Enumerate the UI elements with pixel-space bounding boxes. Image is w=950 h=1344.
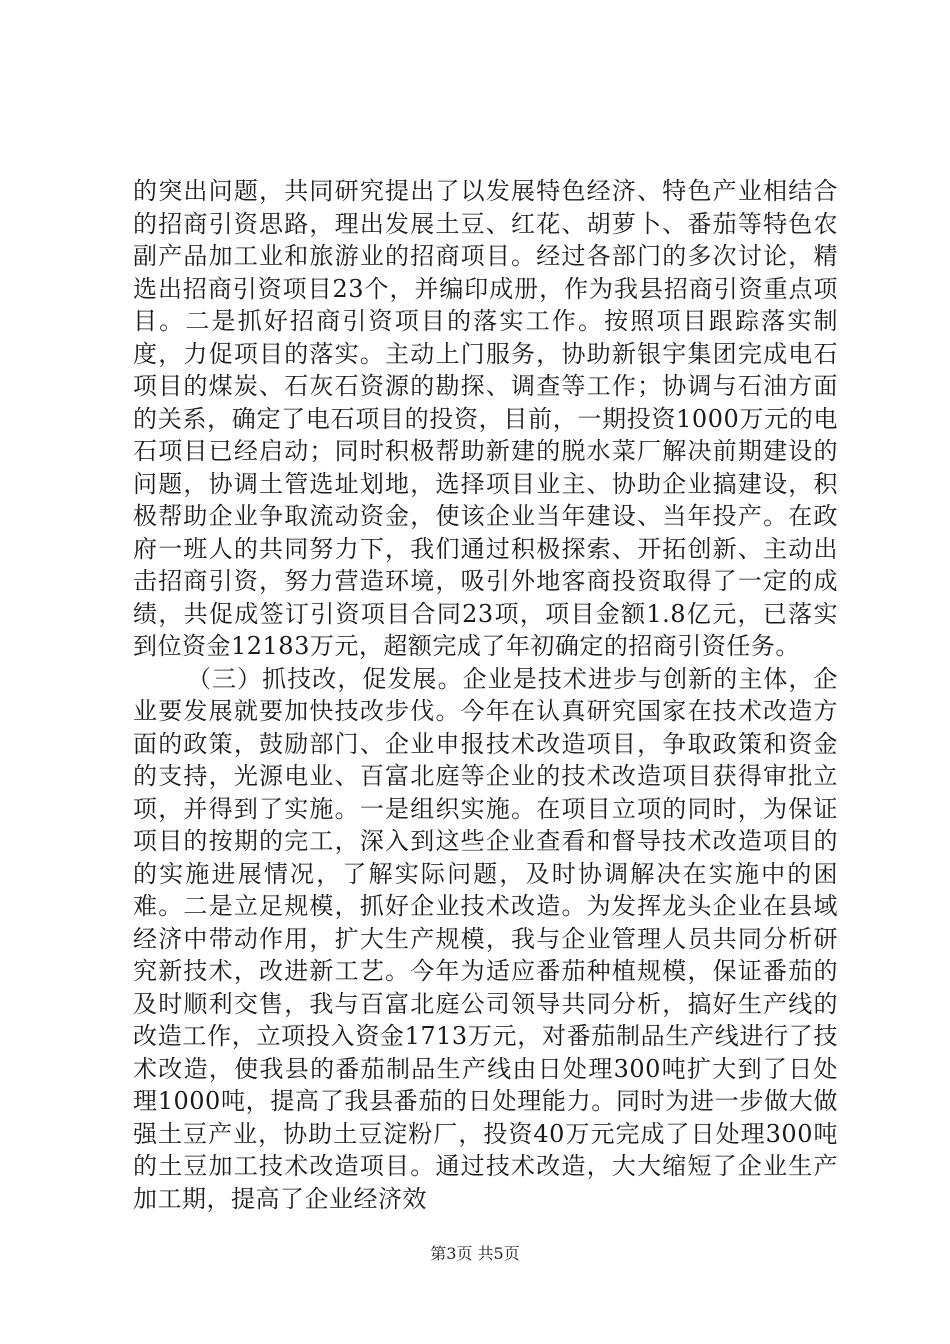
page-footer: 第3页 共5页: [430, 1244, 520, 1263]
document-body: [133, 175, 838, 1215]
paragraph-1: 的突出问题，共同研究提出了以发展特色经济、特色产业相结合的招商引资思路，理出发展土豆、红花、胡萝卜、番茄等特色农副产品加工业和旅游业的招商项目。经过各部门的多次讨论，精选出招商引资项目23个，并编印成册，作为我县招商引资重点项目。二是抓好招商引资项目的落实工作。按照项目跟踪落实制度，力促项目的落实。主动上门服务，协助新银宇集团完成电石项目的煤炭、石灰石资源的勘探、调查等工作；协调与石油方面的关系，确定了电石项目的投资，目前，一期投资1000万元的电石项目已经启动；同时积极帮助新建的脱水菜厂解决前期建设的问题，协调土管选址划地，选择项目业主、协助企业搞建设，积极帮助企业争取流动资金，使该企业当年建设、当年投产。在政府一班人的共同努力下，我们通过积极探索、开拓创新、主动出击招商引资，努力营造环境，吸引外地客商投资取得了一定的成绩，共促成签订引资项目合同23项，项目金额1.8亿元，已落实到位资金12183万元，超额完成了年初确定的招商引资任务。: [133, 177, 838, 660]
paragraph-2: （三）抓技改，促发展。企业是技术进步与创新的主体，企业要发展就要加快技改步伐。今年在认真研究国家在技术改造方面的政策，鼓励部门、企业申报技术改造项目，争取政策和资金的支持，光源电业、百富北庭等企业的技术改造项目获得审批立项，并得到了实施。一是组织实施。在项目立项的同时，为保证项目的按期的完工，深入到这些企业查看和督导技术改造项目的的实施进展情况，了解实际问题，及时协调解决在实施中的困难。二是立足规模，抓好企业技术改造。为发挥龙头企业在县域经济中带动作用，扩大生产规模，我与企业管理人员共同分析研究新技术，改进新工艺。今年为适应番茄种植规模，保证番茄的及时顺利交售，我与百富北庭公司领导共同分析，搞好生产线的改造工作，立项投入资金1713万元，对番茄制品生产线进行了技术改造，使我县的番茄制品生产线由日处理300吨扩大到了日处理1000吨，提高了我县番茄的日处理能力。同时为进一步做大做强土豆产业，协助土豆淀粉厂，投资40万元完成了日处理300吨的土豆加工技术改造项目。通过技术改造，大大缩短了企业生产加工期，提高了企业经济效: [133, 664, 838, 1213]
